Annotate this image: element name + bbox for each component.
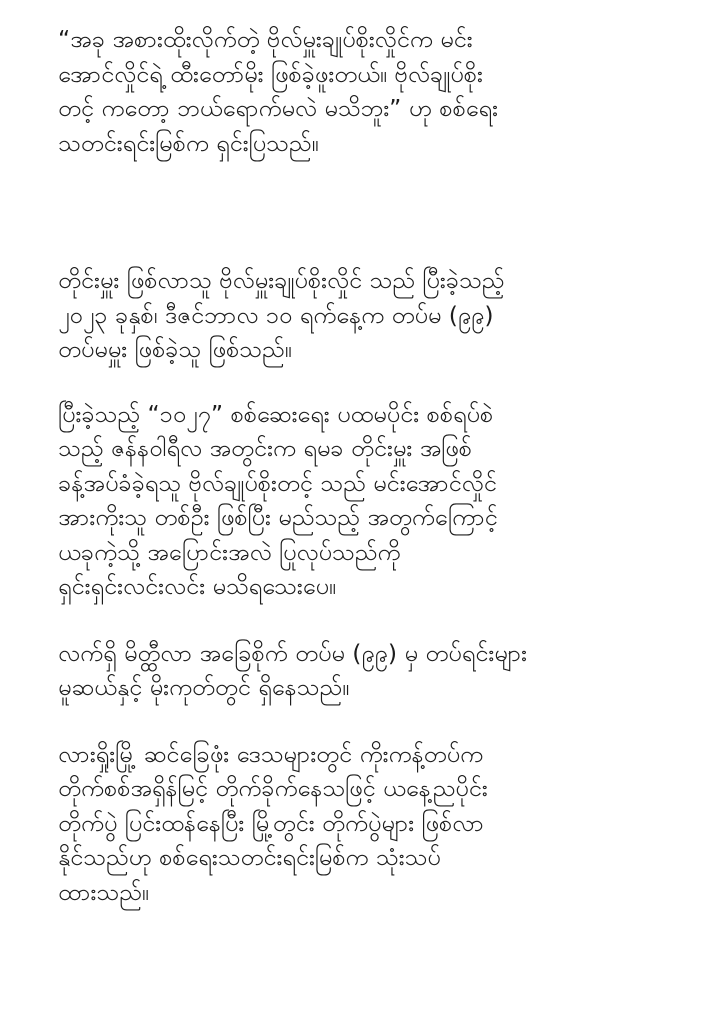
text-line: အားကိုးသူ တစ်ဦး ဖြစ်ပြီး မည်သည့် အတွက်ကြောင့်	[58, 503, 498, 531]
text-line: လားရှိုးမြို့ ဆင်ခြေဖုံး ဒေသများတွင် ကိုးကန့်တပ်က	[58, 739, 483, 768]
text-line: တင့် ကတော့ ဘယ်ရောက်မလဲ မသိဘူး” ဟု စစ်ရေး	[58, 94, 498, 122]
text-line: တပ်မမှူး ဖြစ်ခဲ့သူ ဖြစ်သည်။	[58, 335, 292, 363]
text-line: တိုက်ပွဲ ပြင်းထန်နေပြီး မြို့တွင်း တိုက်ပွဲများ ဖြစ်လာ	[58, 808, 484, 837]
text-line: ပြီးခဲ့သည့် “၁၀၂၇” စစ်ဆေးရေး ပထမပိုင်း စစ်ရပ်စဲ	[58, 399, 494, 428]
text-line: ရှင်းရှင်းလင်းလင်း မသိရသေးပေ။	[58, 572, 336, 600]
text-line: လက်ရှိ မိတ္ထီလာ အခြေစိုက် တပ်မ (၉၉) မှ တပ်ရင်းများ	[58, 638, 527, 667]
text-line: ထားသည်။	[58, 877, 149, 906]
text-line: ၂၀၂၃ ခုနှစ်၊ ဒီဇင်ဘာလ ၁၀ ရက်နေ့က တပ်မ (၉၉)	[58, 300, 494, 329]
text-line: သတင်းရင်းမြစ်က ရှင်းပြသည်။	[58, 128, 319, 157]
text-line: တိုင်းမှူး ဖြစ်လာသူ ဗိုလ်မှူးချုပ်စိုးလှိုင် သည် ပြီးခဲ့သည့်	[58, 266, 505, 294]
article-body	[58, 22, 698, 909]
text-line: သည့် ဇန်နဝါရီလ အတွင်းက ရမခ တိုင်းမှူး အဖြစ်	[58, 434, 472, 462]
text-line: ယခုကဲ့သို့ အပြောင်းအလဲ ပြုလုပ်သည်ကို	[58, 537, 401, 566]
article-paragraph-3	[58, 397, 698, 604]
text-line: မူဆယ်နှင့် မိုးကုတ်တွင် ရှိနေသည်။	[58, 673, 350, 701]
text-line: “အခု အစားထိုးလိုက်တဲ့ ဗိုလ်မှူးချုပ်စိုးလှိုင်က မင်း	[58, 25, 473, 53]
article-paragraph-4	[58, 636, 698, 705]
article-paragraph-5	[58, 737, 698, 910]
text-line: နိုင်သည်ဟု စစ်ရေးသတင်းရင်းမြစ်က သုံးသပ်	[58, 843, 441, 871]
article-paragraph-1	[58, 22, 698, 160]
article-paragraph-2	[58, 263, 698, 367]
text-line: အောင်လှိုင်ရဲ့ ထီးတော်မိုး ဖြစ်ခဲ့ဖူးတယ်။ ဗိုလ်ချုပ်စိုး	[58, 59, 483, 88]
text-line: ခန့်အပ်ခံခဲ့ရသူ ဗိုလ်ချုပ်စိုးတင့် သည် မင်းအောင်လှိုင်	[58, 468, 497, 497]
text-line: တိုက်စစ်အရှိန်မြင့် တိုက်ခိုက်နေသဖြင့် ယနေ့ညပိုင်း	[58, 774, 488, 802]
